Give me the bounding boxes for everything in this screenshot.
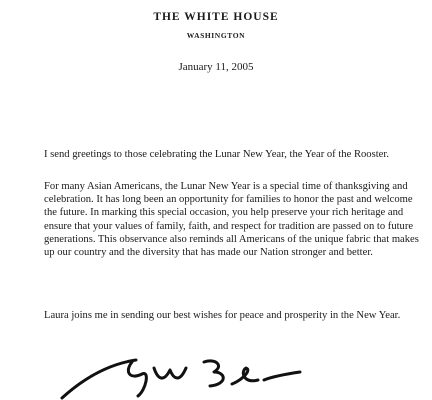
letter-paragraph-2: For many Asian Americans, the Lunar New Year is a special time of thanksgiving and celebration. It has long been an opportunity for families to honor the past and welcome the future. In marking this special occasion, you help preserve your rich heritage and ensure that your values of family, faith, and respect for tradition are passed on to future generations. This observance also reminds all Americans of the unique fabric that makes up our country and the diversity that has made our Nation stronger and better. bbox=[44, 181, 419, 259]
signature bbox=[54, 350, 304, 400]
letter-date: January 11, 2005 bbox=[178, 61, 254, 73]
signature-stroke-6 bbox=[264, 372, 300, 380]
letterhead-subtitle: WASHINGTON bbox=[186, 31, 246, 40]
signature-stroke-5 bbox=[232, 368, 258, 384]
signature-stroke-3 bbox=[154, 368, 186, 378]
signature-stroke-2 bbox=[128, 362, 146, 396]
signature-stroke-1 bbox=[62, 360, 136, 398]
letter-paragraph-3: Laura joins me in sending our best wishes for peace and prosperity in the New Year. bbox=[44, 310, 401, 321]
letter-paragraph-1: I send greetings to those celebrating the Lunar New Year, the Year of the Rooster. bbox=[44, 149, 389, 160]
signature-stroke-4 bbox=[204, 361, 223, 386]
letterhead-title: THE WHITE HOUSE bbox=[153, 11, 279, 23]
